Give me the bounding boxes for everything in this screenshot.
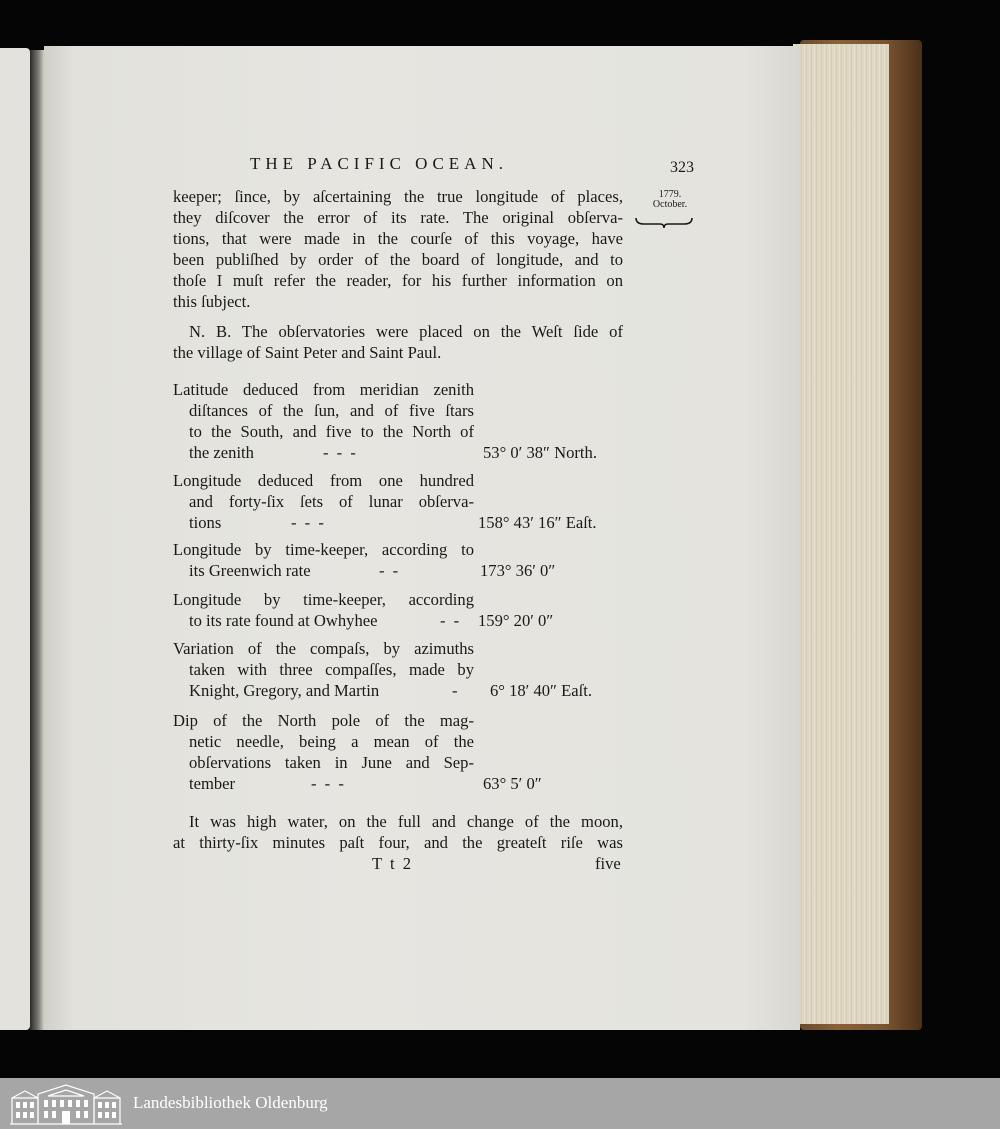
nb-paragraph <box>173 321 623 363</box>
text-line: diſtances of the ſun, and of five ſtars <box>189 401 474 420</box>
left-page-edge <box>0 48 30 1030</box>
observation-value: 6° 18′ 40″ Eaſt. <box>490 681 592 700</box>
observation-value: 158° 43′ 16″ Eaſt. <box>478 513 597 532</box>
signature-mark: T t 2 <box>372 854 414 873</box>
book-gutter <box>30 50 44 1030</box>
text-line: netic needle, being a mean of the <box>189 732 474 751</box>
page-block-edges <box>793 44 889 1024</box>
closing-paragraph <box>173 811 623 853</box>
leader-dashes: - - <box>440 611 462 630</box>
text-line: tember <box>189 774 236 793</box>
observation-value: 53° 0′ 38″ North. <box>483 443 597 462</box>
running-head: THE PACIFIC OCEAN. <box>250 154 508 173</box>
margin-month: October. <box>652 199 688 210</box>
intro-paragraph <box>173 186 623 312</box>
observation-longitude-greenwich <box>173 539 623 581</box>
text-line: and forty-ſix ſets of lunar obſerva- <box>189 492 474 511</box>
catchword: five <box>595 854 621 873</box>
text-line: its Greenwich rate <box>189 561 311 580</box>
text-line: been publiſhed by order of the board of longitude, and to <box>173 250 623 269</box>
text-line: tions, that were made in the courſe of this voyage, have <box>173 229 623 248</box>
text-line: Longitude deduced from one hundred <box>173 471 474 490</box>
text-line: tions <box>189 513 222 532</box>
leader-dashes: - - - <box>291 513 326 532</box>
margin-brace-icon <box>634 216 694 228</box>
library-footer <box>0 1078 1000 1129</box>
observation-value: 173° 36′ 0″ <box>480 561 556 580</box>
observation-value: 159° 20′ 0″ <box>478 611 554 630</box>
text-line: obſervations taken in June and Sep- <box>189 753 474 772</box>
text-line: Latitude deduced from meridian zenith <box>173 380 474 399</box>
text-line: to the South, and five to the North of <box>189 422 474 441</box>
observation-longitude-lunar <box>173 470 623 533</box>
text-line: to its rate found at Owhyhee <box>189 611 378 630</box>
right-page <box>44 46 800 1030</box>
text-line: Longitude by time-keeper, according to <box>173 540 474 559</box>
text-line: Knight, Gregory, and Martin <box>189 681 380 700</box>
observation-value: 63° 5′ 0″ <box>483 774 542 793</box>
text-line: Variation of the compaſs, by azimuths <box>173 639 474 658</box>
text-line: the zenith <box>189 443 254 462</box>
page-number: 323 <box>670 159 694 176</box>
text-line: thoſe I muſt refer the reader, for his further information on <box>173 271 623 290</box>
library-building-logo-icon <box>8 1082 124 1126</box>
text-line: the village of Saint Peter and Saint Paul. <box>173 343 442 362</box>
margin-note <box>642 190 698 210</box>
text-line: they diſcover the error of its rate. The original obſerva- <box>173 208 623 227</box>
leader-dashes: - <box>452 681 460 700</box>
leader-dashes: - - - <box>323 443 358 462</box>
text-line: this ſubject. <box>173 292 251 311</box>
leader-dashes: - - - <box>311 774 346 793</box>
page-content <box>44 46 800 1030</box>
text-line: Dip of the North pole of the mag- <box>173 711 474 730</box>
margin-year: 1779. <box>658 189 682 200</box>
observation-magnetic-dip <box>173 710 623 794</box>
library-name: Landesbibliothek Oldenburg <box>133 1093 328 1112</box>
text-line: Longitude by time-keeper, according <box>173 590 474 609</box>
text-line: taken with three compaſſes, made by <box>189 660 474 679</box>
observation-latitude <box>173 379 623 463</box>
leader-dashes: - - <box>379 561 401 580</box>
text-line: N. B. The obſervatories were placed on the Weſt ſide of <box>189 322 623 341</box>
observation-longitude-owhyhee <box>173 589 623 631</box>
text-line: at thirty-ſix minutes paſt four, and the greateſt riſe was <box>173 833 623 852</box>
text-line: keeper; ſince, by aſcertaining the true longitude of places, <box>173 187 623 206</box>
text-line: It was high water, on the full and change of the moon, <box>189 812 623 831</box>
observation-compass-variation <box>173 638 623 701</box>
